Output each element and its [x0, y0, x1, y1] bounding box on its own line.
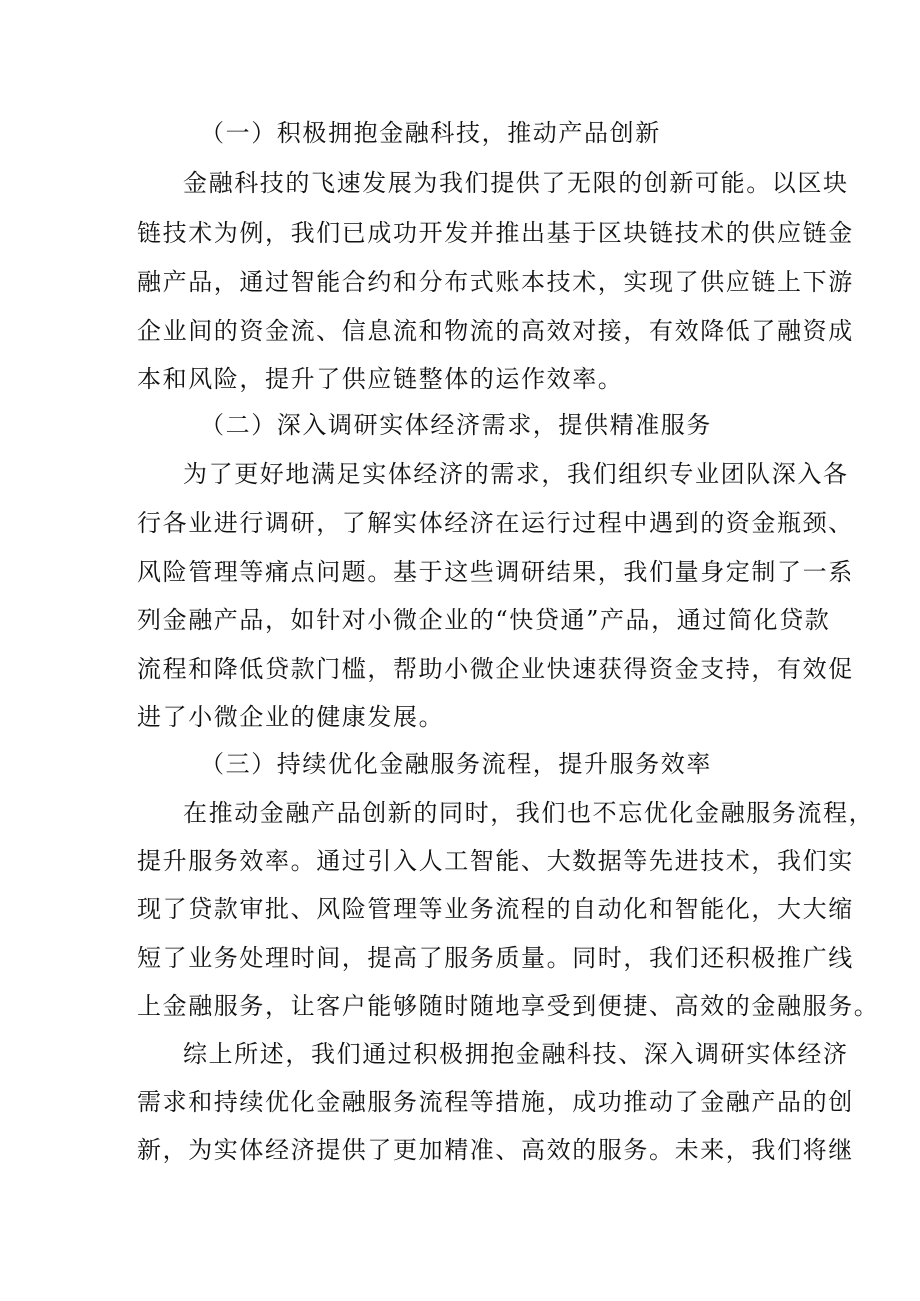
paragraph-line: 进了小微企业的健康发展。 [137, 703, 445, 731]
paragraph-line: 列金融产品，如针对小微企业的“快贷通”产品，通过简化贷款 [137, 606, 831, 634]
paragraph-line: 短了业务处理时间，提高了服务质量。同时，我们还积极推广线 [137, 944, 854, 972]
paragraph-line: 上金融服务，让客户能够随时随地享受到便捷、高效的金融服务。 [137, 992, 880, 1020]
paragraph-line: 为了更好地满足实体经济的需求，我们组织专业团队深入各 [183, 460, 849, 488]
paragraph-line: 融产品，通过智能合约和分布式账本技术，实现了供应链上下游 [137, 268, 854, 296]
paragraph-line: 新，为实体经济提供了更加精准、高效的服务。未来，我们将继 [137, 1136, 854, 1164]
paragraph-line: 本和风险，提升了供应链整体的运作效率。 [137, 365, 624, 393]
paragraph-line: 金融科技的飞速发展为我们提供了无限的创新可能。以区块 [183, 169, 849, 197]
paragraph-line: 提升服务效率。通过引入人工智能、大数据等先进技术，我们实 [137, 847, 854, 875]
section-heading-1: （一）积极拥抱金融科技，推动产品创新 [200, 119, 661, 147]
section-heading-2: （二）深入调研实体经济需求，提供精准服务 [200, 411, 712, 439]
paragraph-line: 在推动金融产品创新的同时，我们也不忘优化金融服务流程， [183, 799, 875, 827]
paragraph-line: 链技术为例，我们已成功开发并推出基于区块链技术的供应链金 [137, 219, 854, 247]
paragraph-line: 现了贷款审批、风险管理等业务流程的自动化和智能化，大大缩 [137, 895, 854, 923]
paragraph-line: 风险管理等痛点问题。基于这些调研结果，我们量身定制了一系 [137, 558, 854, 586]
section-heading-3: （三）持续优化金融服务流程，提升服务效率 [200, 750, 712, 778]
paragraph-line: 企业间的资金流、信息流和物流的高效对接，有效降低了融资成 [137, 317, 854, 345]
paragraph-line: 行各业进行调研，了解实体经济在运行过程中遇到的资金瓶颈、 [137, 509, 854, 537]
paragraph-line: 需求和持续优化金融服务流程等措施，成功推动了金融产品的创 [137, 1088, 854, 1116]
paragraph-line: 流程和降低贷款门槛，帮助小微企业快速获得资金支持，有效促 [137, 655, 854, 683]
paragraph-line: 综上所述，我们通过积极拥抱金融科技、深入调研实体经济 [183, 1040, 849, 1068]
